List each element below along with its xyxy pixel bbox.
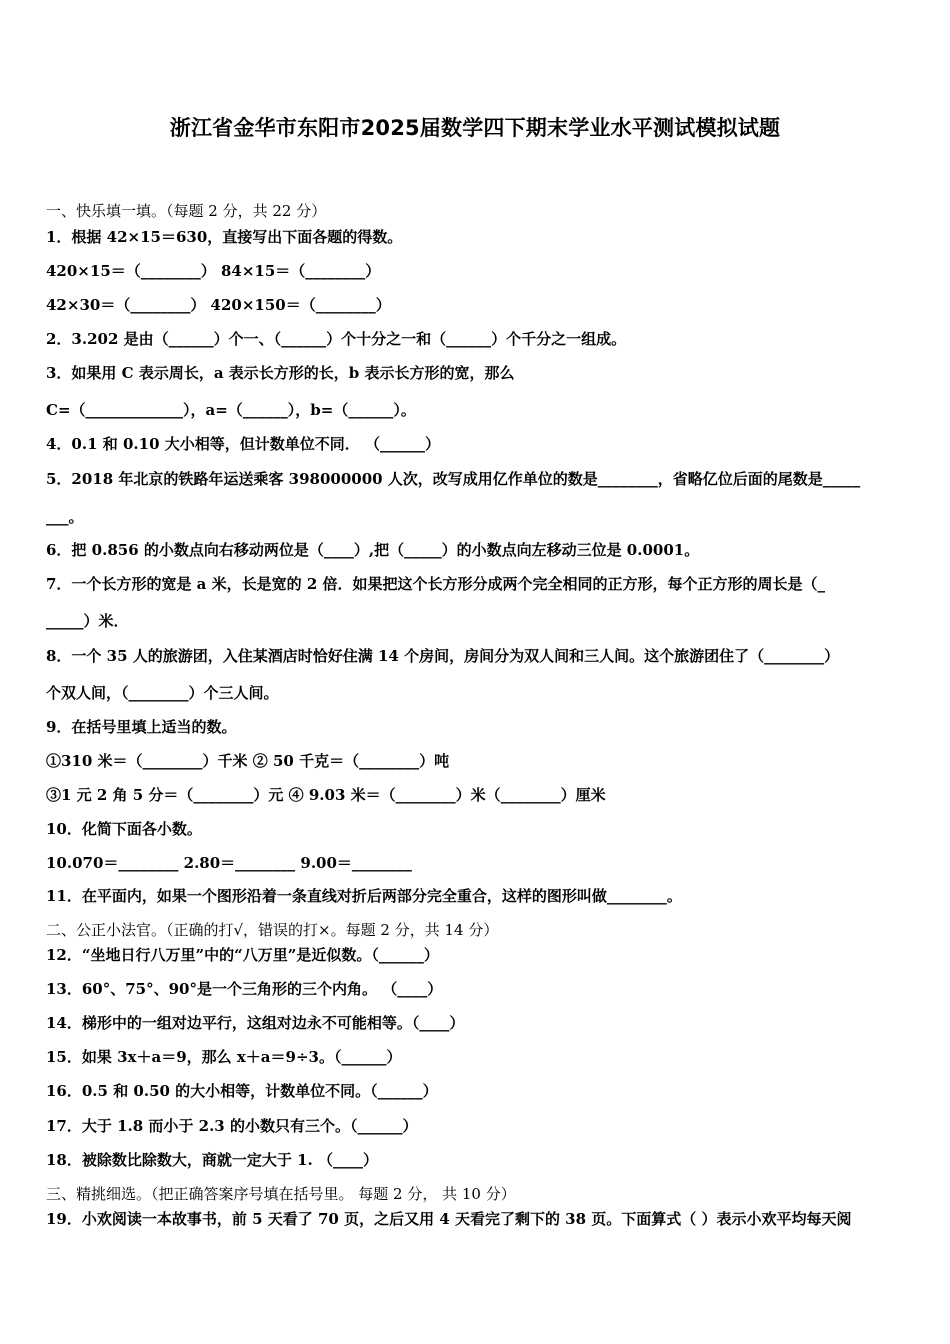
question-18: 18．被除数比除数大，商就一定大于 1. （____） <box>46 1151 378 1169</box>
question-19: 19．小欢阅读一本故事书，前 5 天看了 70 页，之后又用 4 天看完了剩下的 38 页。下面算式（ ）表示小欢平均每天阅 <box>46 1210 852 1228</box>
question-13: 13．60°、75°、90°是一个三角形的三个内角。 （____） <box>46 980 443 998</box>
question-8: 8．一个 35 人的旅游团，入住某酒店时恰好住满 14 个房间，房间分为双人间和三人间。这个旅游团住了（________） <box>46 647 840 665</box>
question-17: 17．大于 1.8 而小于 2.3 的小数只有三个。（______） <box>46 1117 418 1135</box>
section-heading-2: 二、公正小法官。（正确的打√，错误的打×。每题 2 分，共 14 分） <box>46 921 499 939</box>
question-1-row-1: 420×15＝（________） 84×15＝（________） <box>46 262 381 280</box>
question-10-row: 10.070＝________ 2.80＝________ 9.00＝________ <box>46 854 412 872</box>
question-1: 1．根据 42×15＝630，直接写出下面各题的得数。 <box>46 228 403 246</box>
section-heading-1: 一、快乐填一填。（每题 2 分，共 22 分） <box>46 202 327 220</box>
question-6: 6．把 0.856 的小数点向右移动两位是（____）,把（_____）的小数点向左移动三位是 0.0001。 <box>46 541 700 559</box>
question-9-row-2: ③1 元 2 角 5 分＝（________）元 ④ 9.03 米＝（________）米（________）厘米 <box>46 786 606 804</box>
question-11: 11．在平面内，如果一个图形沿着一条直线对折后两部分完全重合，这样的图形叫做________。 <box>46 887 682 905</box>
question-15: 15．如果 3x＋a＝9，那么 x＋a＝9÷3。（______） <box>46 1048 402 1066</box>
question-7: 7．一个长方形的宽是 a 米，长是宽的 2 倍．如果把这个长方形分成两个完全相同的正方形，每个正方形的周长是（_ <box>46 575 825 593</box>
question-10: 10．化简下面各小数。 <box>46 820 202 838</box>
question-8-continued: 个双人间，（________）个三人间。 <box>46 684 279 702</box>
question-7-continued: _____）米． <box>46 612 129 630</box>
question-1-row-2: 42×30＝（________） 420×150＝（________） <box>46 296 391 314</box>
question-9: 9．在括号里填上适当的数。 <box>46 718 237 736</box>
section-heading-3: 三、精挑细选。（把正确答案序号填在括号里。 每题 2 分， 共 10 分） <box>46 1185 516 1203</box>
question-16: 16．0.5 和 0.50 的大小相等，计数单位不同。（______） <box>46 1082 438 1100</box>
question-12: 12．“坐地日行八万里”中的“八万里”是近似数。（______） <box>46 946 439 964</box>
question-9-row-1: ①310 米＝（________）千米 ② 50 千克＝（________）吨 <box>46 752 450 770</box>
question-4: 4．0.1 和 0.10 大小相等，但计数单位不同． （______） <box>46 435 440 453</box>
question-5: 5．2018 年北京的铁路年运送乘客 398000000 人次，改写成用亿作单位的数是________，省略亿位后面的尾数是_____ <box>46 470 861 488</box>
question-3: 3．如果用 C 表示周长，a 表示长方形的长，b 表示长方形的宽，那么 <box>46 364 515 382</box>
question-3-continued: C=（_____________），a=（______），b=（______）。 <box>46 401 416 419</box>
page-title: 浙江省金华市东阳市2025届数学四下期末学业水平测试模拟试题 <box>169 116 781 140</box>
question-14: 14．梯形中的一组对边平行，这组对边永不可能相等。（____） <box>46 1014 465 1032</box>
question-5-continued: ___。 <box>46 508 84 526</box>
question-2: 2．3.202 是由（______）个一、（______）个十分之一和（______）个千分之一组成。 <box>46 330 627 348</box>
